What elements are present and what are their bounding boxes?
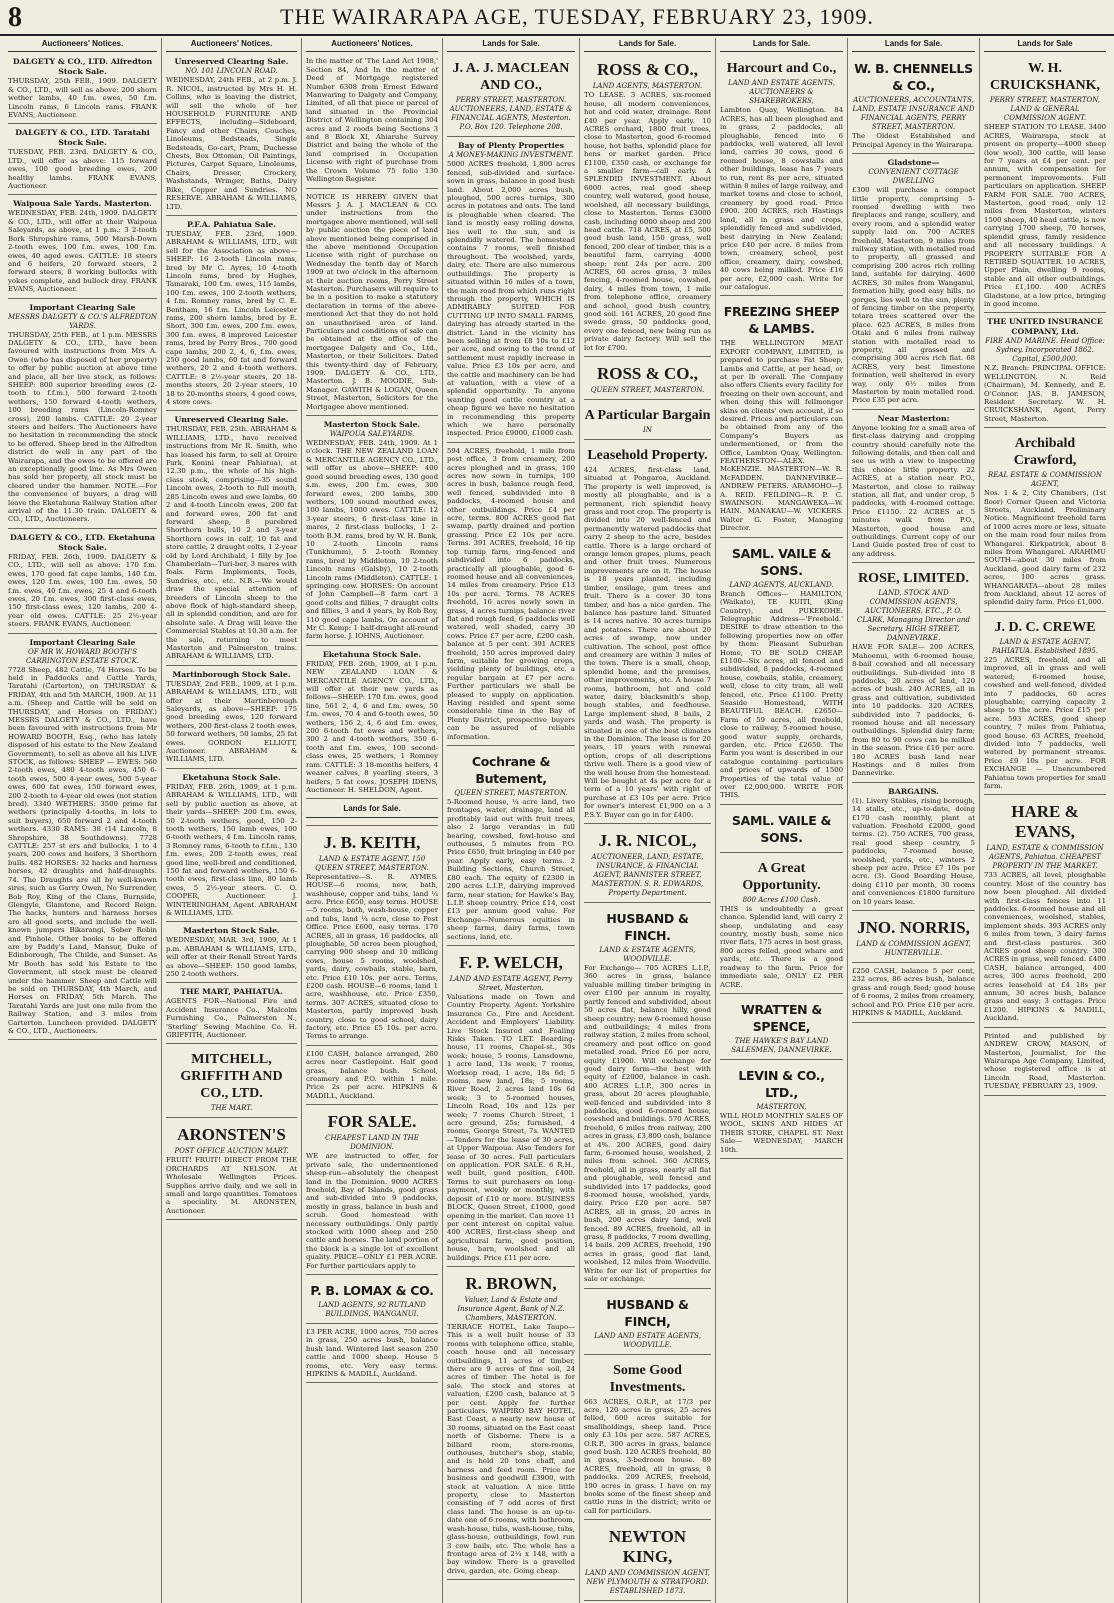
advertisement xyxy=(720,55,843,296)
advertiser-name: W. H. CRUICKSHANK, xyxy=(989,61,1101,94)
advertisement xyxy=(984,1030,1106,1096)
advertisement xyxy=(8,126,157,195)
advertisement xyxy=(306,55,438,188)
notice-body: £300 will purchase a compact little property, comprising 5-roomed dwelling with two fireplaces and range, scullery, and every room, and a splendid water supply laid on. 700 ACRES freehold, Masterton, 9 miles from railway station, with metalled road to property, all grassed and comprising 200 acres rich rolling land, suitable for dairying. 4600 ACRES, 30 miles from Wanganui, formation hilly, good easy hills, no gorges, lies well to the sun, plenty of fencing timber on the property, totara trees scattered over the place. 625 ACRES, 8 miles from Otaki and 6 miles from railway station with metalled road to property, all grassed and comprising 300 acres rich flat. 68 ACRES, very best limestone formation, well sheltered in every way, only 6½ miles from Masterton by main metalled road. Price £35 per acre. xyxy=(852,186,975,405)
advertisement xyxy=(720,540,843,805)
advertisement xyxy=(306,1277,438,1324)
advertiser-name: ROSS & CO., xyxy=(596,60,699,80)
advertiser-name: P. B. LOMAX & CO. xyxy=(310,1282,434,1298)
advertisement xyxy=(8,636,157,1041)
advertisement xyxy=(306,1107,438,1275)
column-4 xyxy=(443,38,580,1603)
advertisement xyxy=(8,55,157,124)
notice-body: AGENTS FOR—National Fire and Accident Insurance Co., Malcolm Furnishing Co., Palmerston N., 'Sterling' Sewing Machine Co. H. GRIFFITH, Auctioneer. xyxy=(166,997,297,1040)
advertiser-name: J. R. NICOL, xyxy=(598,831,697,851)
advertisement xyxy=(166,1120,297,1220)
advertisement xyxy=(447,445,575,746)
notice-title: Near Masterton: xyxy=(877,413,950,423)
column-heading: Lands for Sale. xyxy=(720,38,843,52)
notice-title: BARGAINS. xyxy=(888,786,939,796)
notice-title: Unreserved Clearing Sale. xyxy=(174,57,289,67)
notice-subtitle: LAND AGENTS, AUCKLAND. xyxy=(729,580,834,589)
notice-body: £100 CASH, balance arranged, 260 acres near Castlepoint. Half good grass, balance bush. School, creamery and P.O. within 1 mile. Price 2s per acre. HIPKINS & MADILL, Auckland. xyxy=(306,1049,438,1100)
notice-body: Lambton Quay, Wellington. 84 ACRES, has all been ploughed and in grass, 2 paddocks, all ploughable, fenced into 6 paddocks, well watered, all level land, carries 30 cows, good 6 roomed house, 8 cowstalls and other buildings, lease has 7 years to run, rent 8s per acre, situated within 8 miles of large railway, and market towns and close to school, creamery by good road. Price £900. 200 ACRES, rich Hastings land, all in grass and crops, splendidly fenced and subdivided, best dairying in New Zealand; price £40 per acre. 8 miles from town, creamery, school, post office, creamery, dairy, cowshed, 40 cows being milked. Price £16 per acre, £2,000 cash. Write for our catalogue. xyxy=(720,106,843,291)
notice-subtitle: OF MR W. HOWARD BOOTH'S CARRINGTON ESTATE STOCK. xyxy=(25,647,140,665)
notice-body: 5-Roomed house, ¼ acre land, two frontages, water, drainage, land all profitably laid out with fruit trees, also 2 large verandas in full bearing, cowshed, fowl-house and outhouses, 5 minutes from P.O. Price £650, fruit bringing in £40 per year. Apply early, easy terms. 2 Building Sections, Church Street, £80 each. The equity of £2300 in 200 acres L.I.P., dairying improved farm, near station; for Hawke's Bay, L.I.P. sheep country. Price £14, cost £13 per annum good value. For Exchange—Numerous equities in sheep farms, dairy farms, town sections, land, etc. xyxy=(447,798,575,941)
advertisement xyxy=(584,905,711,1288)
advertiser-name: ROSS & CO., xyxy=(596,364,699,383)
column-heading: Lands for Sale. xyxy=(447,38,575,52)
notice-title: THE UNITED INSURANCE COMPANY, Ltd. xyxy=(987,317,1103,337)
notice-body: WE are instructed to offer, for private sale, the undermentioned sheep-run—absolutely the cheapest land in the Dominion. 9000 ACRES freehold, Bay of Islands, good grass and sub-divided into 9 paddocks, mostly in grass, balance in bush and scrub. Good homestead with necessary outbuildings. Only partly stocked with 1000 sheep and 250 cattle and horses. The land portion of the block is a single lot of excellent quality. PRICE—ONLY £1 PER ACRE. For further particulars apply to xyxy=(306,1152,438,1270)
notice-body: The Oldest Established and Principal Agency in the Wairarapa. xyxy=(852,132,975,149)
advertiser-name: WRATTEN & SPENCE, xyxy=(740,1001,822,1034)
advertisement xyxy=(720,1062,843,1159)
notice-subtitle: LAND AGENTS, MASTERTON. xyxy=(592,82,703,91)
advertiser-name: F. P. WELCH, xyxy=(459,952,563,972)
notice-title: Martinborough Stock Sale. xyxy=(172,669,291,679)
notice-subtitle: WAIPOUA SALEYARDS. xyxy=(329,430,415,439)
notice-subtitle: AUCTIONEER, LAND, ESTATE, INSURANCE, & FINANCIAL AGENT, BANNISTER STREET, MASTERTON. S. R. EDWARDS, Property Department. xyxy=(591,853,704,898)
advertiser-name: NEWTON KING, xyxy=(608,1527,687,1567)
notice-subtitle: Valuer, Land & Estate and Insurance Agent, Bank of N.Z. Chambers, MASTERTON. xyxy=(457,1295,565,1322)
advertisement xyxy=(166,985,297,1044)
advertisement xyxy=(447,948,575,1267)
advertiser-name: LEVIN & CO., LTD., xyxy=(738,1067,825,1100)
advertiser-name: SAML. VAILE & SONS. xyxy=(731,812,832,845)
advertiser-name: Cochrane & Butement, xyxy=(471,754,551,787)
notice-body: Valuations made on Town and Country Property. Agent: Yorkshire Insurance Co., Fire and Accident. Accident and Employers' Liability. Live Stock Insured and Foaling Risks Taken. TO LET. Boarding-house, 11 rooms, Chapel-st., 30s week; house, 5 rooms, Lansdowne, 1 acre land, 13s week; 7 rooms, Worksop road, 1 acre, 18s 6d; 5 rooms, new land, 18s; 5 rooms, River Road, 2 acres land 10s 6d week; 3 to 5-roomed houses, Lincoln Road, 10s and 12s per week; 7 rooms Church Street, 1 acre ground, 25s; furnished, 4 rooms, George Street, 7s. WANTED—Tenders for the lease of 30 acres, at Upper Waipoua. Also Tenders for lease of 30 acres. Full particulars on application. FOR SALE. 6 R.H., well built, good position, £400. Terms to suit purchasers on long-payment, weekly or monthly, with deposit of £10 or more. BUSINESS BLOCK, Queen Street, £1000, good opening in the market. Can move 11 per cent interest on capital value. 400 ACRES, first-class sheep and agricultural farm, good position, house, barn, woolshed and all buildings. Price £11 per acre. xyxy=(447,992,575,1262)
advertiser-name: SAML. VAILE & SONS. xyxy=(731,545,832,578)
advertisement xyxy=(584,1522,711,1601)
notice-title: Unreserved Clearing Sale. xyxy=(174,415,289,425)
advertiser-name: J. B. KEITH, xyxy=(323,832,421,852)
advertisement xyxy=(166,55,297,216)
advertiser-name: FREEZING SHEEP & LAMBS. xyxy=(723,304,840,337)
notice-subtitle: MASTERTON, xyxy=(756,1102,807,1111)
advertisement xyxy=(447,139,575,442)
advertiser-name: A Particular Bargain xyxy=(584,408,711,423)
notice-subtitle: NO. 101 LINCOLN ROAD. xyxy=(185,67,278,76)
notice-subtitle: CHEAPEST LAND IN THE DOMINION. xyxy=(325,1134,419,1152)
notice-subtitle: A MONEY-MAKING INVESTMENT. xyxy=(448,151,574,160)
notice-subtitle: MESSRS DALGETY & CO.'S ALFREDTON YARDS. xyxy=(8,312,157,330)
notice-subtitle: IN xyxy=(643,426,652,434)
column-heading: Auctioneers' Notices. xyxy=(166,38,297,52)
notice-subtitle: LAND AND COMMISSION AGENT, NEW PLYMOUTH & STRATFORD. ESTABLISHED 1873. xyxy=(585,1569,710,1596)
newspaper-columns xyxy=(4,38,1110,1596)
notice-body: WILL HOLD MONTHLY SALES OF WOOL, SKINS AND HIDES AT THEIR STORE, CHAPEL ST. Next Sale— WEDNESDAY, MARCH 10th. xyxy=(720,1111,843,1154)
column-5 xyxy=(580,38,716,1603)
advertiser-name: W. B. CHENNELLS & CO., xyxy=(854,61,973,94)
advertisement xyxy=(306,1048,438,1105)
notice-body: In the matter of 'The Land Act 1908,' Section 84, And In the matter of Deed of Mortgage registered Number 6308 from Ernest Edward Manwaring to Dalgety and Company, Limited, of all that piece or parcel of land situated in the Provincial District of Wellington containing 304 acres and 2 roods being Sections 3 and 8 Block XI, Ahiaruhe Survey District and being the whole of the land comprised in Occupation License with right of purchase from the Crown Volume 75 folio 130 Wellington Register. xyxy=(306,57,438,184)
notice-title: Gladstone— xyxy=(887,158,940,168)
advertiser-name: ROSE, LIMITED. xyxy=(858,571,969,587)
column-2 xyxy=(162,38,302,1603)
notice-subtitle: 800 Acres £100 Cash. xyxy=(742,895,821,904)
notice-title: Eketahuna Stock Sale. xyxy=(182,772,281,782)
masthead xyxy=(0,0,1114,36)
column-heading: Lands for Sale xyxy=(984,38,1106,52)
column-7 xyxy=(848,38,980,1603)
column-1 xyxy=(4,38,162,1603)
advertiser-name: Harcourt and Co., xyxy=(726,61,837,77)
notice-subtitle: LAND AND ESTATE AGENTS, AUCTIONEERS & SHAREBROKERS, xyxy=(728,79,835,106)
notice-subtitle: LAND & COMMISSION AGENT, HUNTERVILLE. xyxy=(856,940,971,958)
notice-subtitle: THE HAWKE'S BAY LAND SALESMEN, DANNEVIRKE. xyxy=(731,1036,832,1054)
column-8 xyxy=(980,38,1110,1603)
notice-subtitle: LAND AND ESTATE AGENT, Perry Street, Masterton. xyxy=(449,974,573,992)
notice-body: NOTICE IS HEREBY GIVEN that Messrs J. A. J. MACLEAN & CO. under instructions from the mortgagee above mentioned, will sell by public auction the piece of land above mentioned being comprised in the above mentioned Occupation License with right of purchase on Wednesday the tenth day of March 1909 at two o'clock in the afternoon at their auction rooms, Perry Street Masterton. Purchasers will require to be in a position to make a statutory declaration in terms of the above-mentioned Act that they do not hold an unauthorised area of land. Particulars and conditions of sale can be obtained at the office of the mortgagee Dalgety and Co., Ltd., Masterton, or their Solicitors. Dated this twenty-third day of February, 1909. DALGETY & CO., LTD., Masterton. J. B. MOODIE, Sub-Manager. GAWITH & LOGAN, Queen Street, Masterton, Solicitors for the Mortgagee above mentioned. xyxy=(306,192,438,411)
advertiser-name: MITCHELL, GRIFFITH AND CO., LTD. xyxy=(180,1052,283,1102)
notice-body: WEDNESDAY, 24th FEB., at 2 p.m. J. R. NICOL, instructed by Mrs H. H. Collins, who is leaving the district, will sell the whole of her HOUSEHOLD FURNITURE AND EFFECTS, including—Sideboard, Fancy and other Chairs, Couches, Linoleums, Bedsteads, Single Bedsteads, Go-cart, Pram, Duchesse Chests, Box Ottoman, Oil Paintings, Pictures, Carpet Square, Linoleums, Chairs, Dresser, Crockery, Washstands, Wringer, Baths, Dairy Bike, Copper and Sundries. NO RESERVE. ABRAHAM & WILLIAMS, LTD. xyxy=(166,76,297,211)
notice-body: SHEEP STATION TO LEASE. 3400 ACRES, Wairarapa, stock at present on property—4000 sheep (low wool), 300 cattle, will lease for 7 years at £4 per cent. per annum, with compensation for permanent improvements. Full particulars on application. SHEEP FARM FOR SALE. 700 ACRES, Masterton, good road, only 12 miles from Masterton, winters 1500 sheep, 40 head cattle, is now carrying 1700 sheep, 70 horses, splendid grass, family residence and all necessary buildings. A PROPERTY SUITABLE FOR A RETIRED SQUATTER. 10 ACRES, Upper Plain, dwelling 9 rooms, stable and all other outbuildings. Price £1,100. 400 ACRES Gladstone, at a low price, bringing in good income. xyxy=(984,123,1106,308)
advertisement xyxy=(984,614,1106,796)
advertisement xyxy=(306,648,438,800)
notice-body: 594 ACRES, freehold, 1 mile from post office, 3 from creamery, 200 acres ploughed and in grass, 100 acres now sown in turnips, 100 acres in bush, balance rough feed, well fenced, subdivided into 8 paddocks, 4-roomed house and other outbuildings. Price £4 per acre, terms. 800 ACRES good flat swamp, partly drained and portion grassing. Price £2 10s per acre. Terms. 391 ACRES, freehold, 16 tip top turnip farm, ring-fenced and subdivided into 6 paddocks, practically all ploughable, good 6-roomed house and all conveniences, 14 miles from creamery. Price £13 10s per acre. Terms. 78 ACRES freehold, 16 acres newly sown in grass, 4 acres turnips, balance river flat and rough feed, 6 paddocks well watered, well shaded, carry 30 cows. Price £7 per acre, £200 cash, balance at 5 per cent. 391 ACRES freehold, 150 acres improved dairy farm, suitable for growing crops, yielding plenty of buildings, etc. a regular bargain at £7 per acre. Further particulars we shall be pleased to supply on application. Having resided and spent some considerable time in the Bay of Plenty District, prospective buyers can be assured of reliable information. xyxy=(447,446,575,741)
notice-body: THE WELLINGTON MEAT EXPORT COMPANY, LIMITED, is prepared to purchase Fat Sheep, Lambs and Cattle, at per head, or at per lb overall. The Company also offers Clients every facility for freezing on their own account, and when doing this will fellmonger skins on clients' own account, if so desired. Prices and particulars can be obtained from any of the Company's Buyers as undermentioned, or from the Office, Lambton Quay, Wellington. FEATHERSTON—ALEX. McKENZIE. MASTERTON—W. R. McFADDEN. DANNEVIRKE—ANDREW PETERS. ARAMOHO—J. A. REID. FEILDING—R. P. C. SWAINSON. MANGAWEKA—W. HAIN. MANAKAU—W. VICKERS. Walter G. Foster, Managing Director. xyxy=(720,339,843,533)
notice-body: £3 PER ACRE, 1000 acres, 750 acres in grass, 250 acres bush, balance bush land. Wintered last season 250 cattle and 1000 sheep. House 5 rooms, etc. Very easy terms. HIPKINS & MADILL, Auckland. xyxy=(306,1327,438,1378)
notice-body: FRIDAY, FEB. 26th, 1909, at 1 p.m. NEW ZEALAND LOAN & MERCANTILE AGENCY CO., LTD., will offer at their new yards as follows—SHEEP: 170 f.m. ewes, good line, 561 2, 4, 6 and f.m. ewes, 50 f.m. ewes, 70 4 and 6-tooth ewes, 50 wethers, 156 2, 4, 6 and f.m. ewes, 200 6-tooth fat ewes and wethers, 300 2 and 4-tooth wethers, 350 6-tooth and f.m. ewes, 100 second-class ewes, 25 wethers, 1 Romney ram. CATTLE: 3 18-months heifers, 4 weaner calves, 8 yearling steers, 3 heifers, 5 fat cows. JOSEPH IDENS, Auctioneer. H. SHELDON, Agent. xyxy=(306,659,438,794)
notice-body: FRIDAY, FEB. 26th, 1909. DALGETY & CO., LTD., will sell as above: 170 f.m. ewes, 170 good fat cape lambs, 140 f.m. ewes, 120 f.m. ewes, 100 f.m. ewes, 50 f.m. ewes, 40 f.m. ewes, 25 4 and 6-tooth ewes, 20 f.m. ewes, 300 first-class ewes, 150 first-class ewes, 120 lambs, 200 4-year old ewes. CATTLE: 25 2½-year steers. FRANK EVANS, Auctioneer. xyxy=(8,552,157,629)
notice-subtitle: LAND, ESTATE & COMMISSION AGENTS, Pahiatua. CHEAPEST PROPERTY IN THE MARKET. xyxy=(986,844,1104,871)
notice-body: TUESDAY, FEB. 23rd, 1909. ABRAHAM & WILLIAMS, LTD., will sell for the Association as above—SHEEP: 16 2-tooth Lincoln rams, bred by Mr C. Ayres, 10 4-tooth Lincoln rams, bred by Hughes, Tamaraki, 100 f.m. ewes, 115 lambs, 100 f.m. ewes, 100 2-tooth wethers, 4 f.m. Romney rams, bred by C. E. Bentham, 16 f.m. Lincoln Leicester rams, 200 shorn lambs, bred by E. Short, 300 f.m. ewes, 200 f.m. ewes, 300 f.m. ewes, 8 improved Leicester rams, bred by Perry Bros., 700 good cape lambs, 200 2, 4, 6, f.m. ewes, 250 good lambs, 60 fat and forward wethers, 20 2 and 4-tooth wethers. CATTLE: 8 2½-year steers, 20 18-months steers, 20 2-year steers, 10 18 to 20-months steers, 4 good cows, 4 store cows. xyxy=(166,229,297,407)
advertisement xyxy=(166,771,297,923)
notice-body: 733 ACRES, all level, ploughable country. Most of the country has now been ploughed. All divided with first-class fences into 11 paddocks. 6-roomed house and all conveniences, woolshed, stables, implement sheds. 393 ACRES only 6 miles from town, 3 dairy farms and first-class pastures. 360 ACRES good sheep country. 300 ACRES in grass, well fenced. £400 CASH, balance arranged, 400 acres, 300 acres freehold, 200 acres leasehold at £4 18s per annum, 30 acres bush, balance grass and easy; 3 cottages. Price £1200. HIPKINS & MADILL, Auckland. xyxy=(984,871,1106,1023)
notice-subtitle: PERRY STREET, MASTERTON, LAND & GENERAL COMMISSION AGENT. xyxy=(989,96,1101,123)
notice-subtitle: THE MART. xyxy=(210,1104,253,1113)
column-6 xyxy=(716,38,848,1603)
notice-body: 5000 ACRES freehold, 1,800 acres fenced, sub-divided and surface-sown in grass, balance in good bush land. About 2,000 acres bush, ploughed, 500 acres turnips, 300 acres in potatoes and oats. The land is ploughable when cleared. The land is mostly easy rolling downs, lies well to the sun, and is splendidly watered. The homestead contains 7 rooms, well finished throughout. The woolshed, yards, dairy, etc. There are also numerous outbuildings. The property is situated within 16 miles of a town, the main road from which runs right through the property, WHICH IS ADMIRABLY SUITED FOR CUTTING UP INTO SMALL FARMS, dairying has already started in the district. Land in the vicinity has been selling at from £8 10s to £12 per acre, and owing to the trend of settlement must rapidly increase in value. Price £3 10s per acre, and the cattle and machinery can be had at valuation, with a view of a splendid opportunity. To anyone wanting good cattle country at a cheap figure we have no hesitation in recommending this property which we have personally inspected. Price £9000, £1000 cash. xyxy=(447,160,575,438)
advertisement xyxy=(852,412,975,564)
notice-title: Masterton Stock Sale. xyxy=(323,420,421,430)
notice-body: WEDNESDAY, MAR. 3rd, 1909, At 1 p.m. ABRAHAM & WILLIAMS, LTD., will offer at their Renall Street Yards as above—SHEEP: 150 good lambs, 250 2-tooth wethers. xyxy=(166,936,297,978)
advertisement xyxy=(584,826,711,903)
notice-body: HAVE FOR SALE— 200 ACRES, Mahoenui, with 6-roomed house, 8-bail cowshed and all necessary outbuildings. Sub-divided into 8 paddocks, 20 acres of land, 120 acres of bush. 240 ACRES, all in grass and cultivation, subdivided into 10 paddocks. 320 ACRES, subdivided into 7 paddocks, 6-roomed house and all necessary outbuildings. Splendid dairy farm; from 80 to 90 cows can be milked in the season. Price £16 per acre. 180 ACRES bush land near Hastings and 8 miles from Dannevirke. xyxy=(852,643,975,778)
advertisement xyxy=(8,531,157,634)
advertisement xyxy=(8,197,157,298)
advertisement xyxy=(852,913,975,963)
notice-title: Masterton Stock Sale. xyxy=(183,926,280,936)
notice-title: DALGETY & CO., LTD. Eketahuna Stock Sale. xyxy=(10,532,155,552)
advertisement xyxy=(584,442,711,824)
advertisement xyxy=(166,1046,297,1118)
section-heading: Lands for Sale. xyxy=(306,803,438,817)
notice-body: Branch Offices— HAMILTON, (Waikato), TE KUITI, (King Country), and PUKEKOHE. Telegraphic Address—'Freehold.' DESIRE to draw attention to the following properties now on offer by them: Pleasant Suburban Home, TO BE SOLD CHEAP. £1100—Six acres, all fenced and subdivided, 8 paddocks, 4-roomed house, cowbails, stable, creamery, well, close to city tram, all well fenced, etc. Price £1100. Pretty Seaside Homestead, WITH BEAUTIFUL BEACH. £2650—Farm of 59 acres, all freehold, close to railway, 5-roomed house, good water supply, orchards, garden, etc. Price £2650. The Farm you want is described in our catalogue containing particulars and prices of upwards of 1500 Properties of the total value of over £2,000,000. WRITE FOR THIS. xyxy=(720,589,843,800)
notice-subtitle: POST OFFICE AUCTION MART. xyxy=(174,1147,289,1156)
advertiser-name: HUSBAND & FINCH. xyxy=(606,911,689,944)
page-number: 8 xyxy=(8,2,22,33)
advertisement xyxy=(984,315,1106,428)
column-heading: Lands for Sale. xyxy=(852,38,975,52)
advertisement xyxy=(166,413,297,665)
advertisement xyxy=(720,298,843,537)
advertisement xyxy=(584,402,711,440)
advertisement xyxy=(447,55,575,137)
advertisement xyxy=(984,55,1106,313)
notice-body: 663 ACRES, O.R.P., at 17/3 per acre, 120 acres in grass, 25 acres felled, 600 acres suitable for smallholdings, sheep land. Price only £3 10s per acre. 587 ACRES, O.R.P., 300 acres in grass, balance good bush. 120 ACRES freehold, 80 in grass, 3-bedroom house. 89 ACRES, freehold, all in grass, 8 paddocks. 209 ACRES, freehold, 190 acres in grass. I have on my books some of the finest sheep and cattle runs in the district; write or call for particulars. xyxy=(584,1397,711,1515)
advertiser-name: R. BROWN, xyxy=(465,1273,557,1293)
notice-body: WEDNESDAY, FEB. 24th, 1909. At 1 o'clock. THE NEW ZEALAND LOAN & MERCANTILE AGENCY CO., LTD., will offer as above—SHEEP: 400 good sound breeding ewes, 130 good s.m. ewes, 200 f.m. ewes, 300 forward ewes, 200 lambs, 300 wethers, 100 sound mouthed ewes, 100 lambs, 1000 ewes. CATTLE: 12 3-year steers, 6 first-class kine in mares, 2 first-class bullocks, 1 2-tooth B.M. rams, bred by W. H. Bank, 10 2-tooth Lincoln rams (Tunkhumm), 5 2-tooth Romney rams, bred by Middleton, 10 2-tooth Lincoln rams (Galsby), 10 2-tooth Lincoln rams (Middleton). CATTLE: 1 springing cow. HORSES: On account of John Campbell—8 farm cart 3 good colts and fillies, 7 draught colts and fillies, 3 and 4 years, by Rob Roy, 110 good cape lambs. On account of Mr C. Kemp: 1 half-draught all-round farm horse. J. IOHNS, Auctioneer. xyxy=(306,439,438,641)
newspaper-title: THE WAIRARAPA AGE, TUESDAY, FEBRUARY 23, 1909. xyxy=(280,4,874,29)
advertiser-name: J. D. C. CREWE xyxy=(994,619,1096,635)
advertisement xyxy=(720,855,843,994)
advertisement xyxy=(166,924,297,983)
notice-body: TO LEASE. 3 ACRES, six-roomed house, all modern conveniences, hot and cold water, drainage. Rent £40 per year. Apply early. 10 ACRES orchard, 1800 fruit trees, close to Masterton, good 6-roomed house, hot baths, splendid place for hens or market garden. Price £1100, £350 cash, or exchange for a smaller farm—call early. A SPLENDID INVESTMENT. About 6000 acres, real good sheep country, well watered, good house, woolshed, all necessary buildings, close to Masterton. Terms £3000 cash, including 6000 sheep and 200 head cattle. 718 ACRES, at £5, 500 good bush land, 150 grass, well fenced, 200 clear of timber, this is a beautiful farm, carrying 4000 sheep; rent 24s per acre. 200 ACRES, 60 acres grass, 3 miles fencing, 4-roomed house, cowshed, dairy, 4 miles from town, 1 mile from telephone office, creamery and school, good bush country, good soil. 161 ACRES, 20 good fine swede grass, 50 paddocks good, every one fenced, new being run as private dairy factory. Will sell the lot for £700. xyxy=(584,91,711,352)
advertiser-name: JNO. NORRIS, xyxy=(857,918,970,938)
advertisement xyxy=(852,785,975,911)
advertiser-name: FOR SALE. xyxy=(327,1112,417,1132)
advertiser-name: Archibald Crawford, xyxy=(1013,436,1077,469)
notice-subtitle: FIRE AND MARINE. Head Office: Sydney. Incorporated 1862. Capital, £500,000. xyxy=(985,337,1105,364)
advertisement xyxy=(8,301,157,529)
notice-body: £250 CASH, balance 5 per cent, 232 acres, 86 acres bush, balance grass and rough feed; good house of 6 rooms, 2 miles from creamery, school and P.O. Price £10 per acre. HIPKINS & MADILL, Auckland. xyxy=(852,967,975,1018)
notice-title: DALGETY & CO., LTD. Alfredton Stock Sale. xyxy=(12,57,153,77)
notice-subtitle: LAND AGENTS, 92 RUTLAND BUILDINGS, WANGANUI. xyxy=(318,1300,426,1318)
advertisement xyxy=(306,828,438,1046)
notice-title: DALGETY & CO., LTD. Taratahi Stock Sale. xyxy=(15,128,150,148)
advertiser-name: ARONSTEN'S xyxy=(177,1125,286,1145)
notice-title: THE MART, PAHIATUA. xyxy=(180,987,283,997)
notice-subtitle: LAND, STOCK AND COMMISSION AGENTS, AUCTIONEERS, ETC., P. O. CLARK, Managing Director and Secretary. HIGH STREET, DANNEVIRKE. xyxy=(857,589,970,643)
notice-body: (1). Livery Stables, rising borough, 14 stalls, etc., up-to-date, doing £170 cash monthly, plant at valuation. Freehold £2000, good terms. (2). 750 ACRES, 700 grass, real good sheep country, 5 paddocks, 7-roomed house, woolshed, yards, etc., winters 2 sheep per acre. Price £7 10s per acre. (3). Good Boarding House, doing £110 per month, 30 rooms and conveniences £1800 furniture on 10 years lease. xyxy=(852,796,975,906)
notice-body: TERRACE HOTEL, Lake Taupo—This is a well built house of 33 rooms with telephone office, stable, coach house and all necessary outbuildings, 11 acres of timber, there are 9 acres of fine soil, 24 acres of timber. The hotel is for sale. The stock and stores at valuation, £200 cash, balance at 5 per cent. Apply for further particulars. WAIPIRO BAY HOTEL, East Coast, a nearly new house of 30 rooms, situated on the East coast north of Gisborne. There is a billiard room, store-rooms, outhouses, butcher's shop, stable, and is held 20 tons chaff, and harness and feed room. Price for business and goodwill £3900, with stock at valuation. A nice little property, close to Masterton consisting of 7 odd acres of first class land. The house is an up-to-date one of 6 rooms, with bathroom, wash-house, tubs, wash-house, tubs, glass-house, outbuildings, fowl run 3 cow bails, etc. The whole has a frontage area of 2¼ x 148, with a bay window. There is a gravelled drive, garden, etc. Going cheap. xyxy=(447,1322,575,1575)
notice-body: 225 ACRES, freehold, and all improved, all in grass and well watered; 6-roomed house, cowshed and well-fenced, divided into 7 paddocks, 60 acres ploughable; carrying capacity 2 sheep to the acre. Price £15 per acre. 593 ACRES, good sheep country, 7 miles from Pahiatua, good house. 63 ACRES, freehold, divided into 7 paddocks, well watered by permanent streams. Price £9 10s per acre. FOR EXCHANGE — Unencumbered Pahiatua town properties for small farm. xyxy=(984,655,1106,790)
advertisement xyxy=(584,359,711,400)
advertiser-name: HARE & EVANS, xyxy=(1011,802,1079,842)
advertiser-name: A Great Opportunity. xyxy=(742,860,821,893)
advertisement xyxy=(306,1326,438,1383)
advertiser-name: J. A. J. MACLEAN AND CO., xyxy=(452,61,570,94)
notice-body: FRUIT! FRUIT! DIRECT FROM THE ORCHARDS AT NELSON. At Wholesale Wellington Prices. Supplies arrive daily, and we sell in small and large quantities. Tomatoes a speciality. M. ARONSTEN, Auctioneer. xyxy=(166,1156,297,1215)
advertisement xyxy=(166,218,297,412)
notice-body: For Exchange— 705 ACRES L.I.P., 360 acres in grass, balance valuable milling timber bringing in over £100 per annum in royalty, partly fenced and subdivided, about 50 acres flat, balance hilly, good sheep country; new 6-roomed house and outbuildings; 4 miles from railway station, 2 miles from school, creamery and post office on good metalled road. Price £6 per acre, equity £1900. Will exchange for good dairy farm—the best with equity of £2000, balance in cash. 400 ACRES L.I.P., 300 acres in grass, about 20 acres ploughable, well-fenced and subdivided into 8 paddocks, good 6-roomed house, cowshed and buildings. 570 ACRES, freehold, 6 miles from railway, 200 acres in grass, £3,800 cash, balance at 4%. 200 ACRES, good dairy farm, 6-roomed house, woolshed, 2 miles from school. 360 ACRES, freehold, all in grass, nearly all flat and ploughable, well fenced and subdivided into 17 paddocks, good 8-roomed house, woolshed, yards, dairy. Price £20 per acre. 587 ACRES, all in grass, 20 acres in bush, 200 acres dairy land, well fenced. 89 ACRES, freehold, all in grass, 8 paddocks, 7 room dwelling, 14 bails. 209 ACRES, freehold, 190 acres in grass, good flat land, woolshed, 12 miles from Woodville. Write for our list of properties for sale or exchange. xyxy=(584,964,711,1284)
notice-body: Anyone looking for a small area of first-class dairying and cropping country should carefully note the following details, and then call and see us with a view to inspecting this choice little property. 22 ACRES, at a station near P.O., Masterton, and close to railway station, all flat, and under crop, 5 paddocks, with 4-roomed cottage. Price £1150. 22 ACRES at 5 minutes walk from P.O., Masterton, good house and outbuildings. Current copy of our Land Guide posted free of cost to any address. xyxy=(852,423,975,558)
notice-subtitle: LAND AND ESTATE AGENTS, WOODVILLE. xyxy=(594,1331,701,1349)
advertisement xyxy=(984,797,1106,1027)
column-heading: Auctioneers' Notices. xyxy=(306,38,438,52)
advertisement xyxy=(720,996,843,1060)
advertisement xyxy=(852,965,975,1022)
notice-body: THURSDAY, 25th FEB., 1909. DALGETY & CO., LTD., will sell as above: 200 shorn wether lambs, 40 f.m. ewes, 50 f.m. Lincoln rams, 6 Lincoln rams. FRANK EVANS, Auctioneer. xyxy=(8,77,157,120)
advertisement xyxy=(584,1291,711,1355)
advertisement xyxy=(166,668,297,769)
notice-subtitle: PERRY STREET, MASTERTON. AUCTIONEERS, LAND, ESTATE & FINANCIAL AGENTS, Masterton. P.O. Box 120. Telephone 208. xyxy=(449,96,573,132)
advertisement xyxy=(447,1269,575,1580)
advertisement xyxy=(984,430,1106,612)
advertisement xyxy=(306,418,438,646)
notice-title: Waipoua Sale Yards. Masterton. xyxy=(13,199,152,209)
advertisement xyxy=(852,55,975,154)
column-3 xyxy=(302,38,443,1603)
advertiser-name: Some Good Investments. xyxy=(609,1362,686,1395)
column-heading: Auctioneers' Notices. xyxy=(8,38,157,52)
advertisement xyxy=(447,748,575,946)
notice-body: N.Z. Branch: PRINCIPAL OFFICE: WELLINGTON. N. Reid (Chairman), M. Kennedy, and E. O'Connor. JAS. B. JAMESON, Resident Secretary. W. H. CRUICKSHANK, Agent, Perry Street, Masterton. xyxy=(984,364,1106,423)
notice-title: Bay of Plenty Properties xyxy=(457,141,565,151)
advertiser-name: HUSBAND & FINCH, xyxy=(606,1296,689,1329)
notice-subtitle: REAL ESTATE & COMMISSION AGENT, xyxy=(988,471,1102,489)
notice-subtitle: CONVENIENT COTTAGE DWELLING xyxy=(868,168,959,186)
notice-body: 7728 Sheep, 482 Cattle, 74 Horses. To be held in Paddocks and Cattle Yards, Taratahi (Carterton), on THURSDAY & FRIDAY, 4th and 5th MARCH, 1909. At 11 a.m. (Sheep and Cattle will be sold on THURSDAY, and Horses on FRIDAY.) MESSRS DALGETY & CO., LTD., have been favoured with instructions from Mr HOWARD BOOTH, Esq., (who has lately disposed of his estate to the New Zealand Government), to sell as above all his LIVE STOCK, as follows: SHEEP — EWES: 560 2-tooth ewes, 480 4-tooth ewes, 450 6-tooth ewes, 500 4-year ewes, 500 5-year ewes, 600 fat ewes, 150 forward ewes, 200 2-tooth to 4-year old ewes (not station bred). 3340 WETHERS: 3500 prime fat wethers (principally 4-tooths, in lots to suit buyers), 650 forward 2 and 4-tooth wethers. 4330 RAMS: 38 (14 Lincoln, 8 Shropshire, 38 Southdowns). 7728 CATTLE: 257 st ers and bullocks, 1 to 4 years, 200 cows and heifers, 3 Shorthorn bulls. 482 HORSES: 32 hacks and harness horses, 42 draughts and half-draughts. 74. The Draughts are all by well-known sires, such as Garry Owen, No Surrender, Bob Roy, King of the Clans, Burnside, Glengyle, Glamtone, and Record Reign. The hacks, hunters and harness horses are all good sorts, and include the well-known jumpers Bikarangi, Sober Robin and Pinhole. Other books to be offered are by Paddy's Land, Mansur, Duke of Edinborough, The Childe, and Sunset. As Mr Booth has sold his Estate to the Government, all stock must be cleared under the hammer. Sheep and Cattle will be sold on THURSDAY, 4th March, and Horses on FRIDAY, 5th March. The Taratahi Yards are just one mile from the Railway Station, and 3 miles from Carterton. Luncheon provided. DALGETY & CO., LTD., Auctioneers. xyxy=(8,665,157,1035)
notice-subtitle: LAND & ESTATE AGENT, PAHIATUA. Established 1895. xyxy=(991,637,1099,655)
advertisement xyxy=(584,1357,711,1521)
notice-subtitle: QUEEN STREET, MASTERTON. xyxy=(454,789,568,798)
notice-body: TUESDAY, FEB. 23rd. DALGETY & CO., LTD., will offer as above: 115 forward ewes, 100 good breeding ewes, 200 healthy lambs. FRANK EVANS, Auctioneer. xyxy=(8,148,157,191)
notice-title: Important Clearing Sale xyxy=(29,302,136,312)
advertiser-name: Leasehold Property. xyxy=(587,448,708,463)
advertisement xyxy=(852,565,975,783)
notice-body: THURSDAY, 25th FEB., at 1 p.m. MESSRS DALGETY & CO., LTD., have been favoured with instructions from Mrs A. Owen (who has disposed of her property) to offer by public auction at above time and place, all her live stock, as follows: SHEEP: 800 superior breeding ewes (2-tooth to f.f.m.), 500 forward 2-tooth wethers, 150 forward 4-tooth wethers, 100 breeding rams (Lincoln-Romney cross), 200 lambs. CATTLE: 20 2-year steers and heifers. The Auctioneers have no hesitation in recommending the stock to be offered. Sheep bred in the Alfredton district do well in any part of the Wairarapa, and the ewes to be offered are an exceptionally good line. As Mrs Owen has sold her property, all stock must be cleared under the hammer. NOTE.—For the convenience of buyers, a drag will leave the Eketahuna Railway Station after arrival of the 11.30 train. DALGETY & CO., LTD., Auctioneers. xyxy=(8,330,157,524)
notice-body: Nos. 1 & 2, City Chambers, (1st floor) Corner Queen and Victoria Streets, Auckland. Preliminary Notice. Magnificent freehold farm of 1000 acres more or less, situate on the main road four miles from Whangarei. Kirkpatrick, about 8 miles from Whangarei. ARAHIMU SOUTH—about 30 miles from Auckland, good dairy farm of 232 acres, 100 acres grass. WHANGARATA—about 28 miles from Auckland, about 12 acres of splendid dairy farm. Price £1,000. xyxy=(984,489,1106,607)
notice-body: WEDNESDAY, FEB. 24th, 1909. DALGETY & CO., LTD., will offer at their Waipoua Saleyards, as above, at 1 p.m.: 3 2-tooth Bork Shropshire rams, 500 Marsh-Down 2-tooth ewes, 100 f.m. ewes, 100 f.m. ewes, 40 aged ewes. CATTLE: 18 steers and 6 heifers, 20 forward steers, 2 forward steers, 8 working bullocks with yokes complete, and bullock dray. FRANK EVANS, Auctioneer. xyxy=(8,209,157,294)
advertisement xyxy=(852,156,975,410)
notice-title: P.F.A. Pahiatua Sale. xyxy=(187,219,276,229)
notice-body: TUESDAY, 2nd FEB., 1909, at 1 p.m. ABRAHAM & WILLIAMS, LTD., will offer at their Martinborough Saleyards, as above—SHEEP: 175 good breeding ewes, 120 forward wethers, 200 first-class 2 tooth ewes, 50 forward wethers, 50 lambs, 25 fat ewes. GORDON ELLIOTT, Auctioneer. ABRAHAM & WILLIAMS, LTD. xyxy=(166,679,297,764)
advertisement xyxy=(720,807,843,853)
column-heading: Lands for Sale. xyxy=(584,38,711,52)
notice-body: THIS is undoubtedly a great chance. Splendid land, will carry 2 sheep, undulating and easy country, mostly bush, some nice river flats, 175 acres in best grass, 800 acres felled, good whare and yards, etc. There is a good roadway to the farm. Price for immediate sale, ONLY £2 PER ACRE. xyxy=(720,904,843,989)
notice-body: THURSDAY, FEB. 25th. ABRAHAM & WILLIAMS, LTD., have received instructions from Mr R. Smith, who has leased his farm, to sell at Oroire Park, Konini (near Pahiatua), at 12.30 p.m., the whole of his high-class stock, comprising—35 sound Lincoln ewes, 2-tooth to full mouth, 285 Lincoln ewes and ewe lambs, 60 2 and 4-tooth Lincoln ewes, 200 fat and forward ewes, 200 fat and forward sheep, 8 purebred Shorthorn bulls, 10 2 and 3-year Shorthorn cows in calf, 10 fat and store cattle, 2 draught colts, 1 2-year old by Lord Archibald, 1 filly by Joe Chamberlain—Turi-ber, 3 mares with foals. Farm Implements, Tools, Sundries, etc., etc. N.B.—We would draw the special attention of breeders of Lincoln sheep to the above flock of high-standard sheep, all in splendid condition, and are for absolute sale. A Drag will leave the Commercial Stables at 10.30 a.m. for the sale, returning to meet Masterton and Palmerston trains. ABRAHAM & WILLIAMS, LTD. xyxy=(166,425,297,661)
notice-body: Representative—S. R. AYMES. HOUSE—6 rooms, new, bath, washhouse, copper and tubs, land ¼ acre. Price £650, easy terms. HOUSE—5 rooms, bath, wash-house, copper and tubs, land ¼ acre, close to Post Office. Price £600, easy terms. 170 ACRES, all in grass, 16 paddocks, all ploughable, 50 acres been ploughed, carrying 900 sheep and 10 milking cows, house 5 rooms, woolshed, yards, dairy, cowbails, stable, barn, etc. Price £10 10s. per acre. Terms, £200 cash. HOUSE—6 rooms, land 1 acre, washhouse, etc. Price £350, terms. 307 ACRES, situated close to Masterton, partly improved bush country, close to good school, dairy factory, etc. Price £5 10s. per acre. Terms to arrange. xyxy=(306,872,438,1041)
notice-subtitle: AUCTIONEERS, ACCOUNTANTS, LAND, ESTATE INSURANCE AND FINANCIAL AGENTS, PERRY STREET, MASTERTON. xyxy=(852,96,975,132)
notice-subtitle: LAND & ESTATE AGENTS, WOODVILLE. xyxy=(599,946,696,964)
notice-body: Printed and published by ANDREW CROW, MASON, of Masterton, Journalist, for the Wairarapa Age Company, Limited, whose registered office is at Lincoln Road, Masterton. TUESDAY, FEBRUARY 23, 1909. xyxy=(984,1031,1106,1091)
advertisement xyxy=(306,801,438,825)
notice-subtitle: QUEEN STREET, MASTERTON. xyxy=(590,386,705,394)
notice-subtitle: LAND & ESTATE AGENT, 150 QUEEN STREET, MASTERTON. xyxy=(315,854,429,872)
notice-title: Eketahuna Stock Sale. xyxy=(322,649,422,659)
notice-body: 424 ACRES, first-class land, situated at Pongaroa, Auckland. The property is well improved, is mostly all ploughable, and is a permanent, rich splendid heavy grass and root crop. The property is divided into 20 well-fenced and permanently watered paddocks that carry 2 sheep to the acre, besides cattle. There is a large orchard of orange lemon grapes, plums, peach and other fruit trees. Numerous improvements are on it. The house is 18 years planted, including timber, ensilage, gum trees and fruit. There is a cover 30 tons timber, and has a nice garden. The balance has pasture land. Situated is 14 acres native. 30 acres turnips and potatoes. There are about 20 acres of swamp, now under cultivation. The school, post office and creamery are within 3 miles of the town. There is a small, cheap, splendid home, and the premises, other improvements, etc. A house 7 rooms, bathroom, hot and cold water, dairy, blacksmith's shop, bough stables, and feedhouse. Large implement shed, 8 bails, 2 yards and wash. The property is situated in one of the best climates in the Dominion. The lease is for 20 years, 10 years with renewal option, crops of all descriptions thrive well. There is a good view of the well house from the homestead. Will be bought at 4s per acre for a term of a 10 years' with right of purchase at £3 10s per acre. Price for owner's interest £1,900 on a 3 P.S.Y. Buyer can go in for £400. xyxy=(584,466,711,819)
advertisement xyxy=(584,55,711,357)
notice-title: Important Clearing Sale xyxy=(29,637,136,647)
notice-body: FRIDAY, FEB. 26th, 1909, at 1 p.m. ABRAHAM & WILLIAMS, LTD., will sell by public auction as above, at their yards—SHEEP: 200 f.m. ewes, 50 2-tooth wethers, good, 150 2-tooth wethers, 150 lamb ewes, 100 6-tooth wethers, 4 f.m. Lincoln rams, 3 Romney rams, 6-tooth to f.f.m., 130 f.m. ewes, 200 2-tooth ewes, real good line, well-bred and conditioned, 150 fat and forward wethers, 150 6-tooth ewes, first-class line, 80 lamb ewes, 5 2½-year steers. C. O. COOPER, Auctioneer. J. WINTERINGHAM, Agent. ABRAHAM & WILLIAMS, LTD. xyxy=(166,782,297,917)
advertisement xyxy=(306,191,438,417)
